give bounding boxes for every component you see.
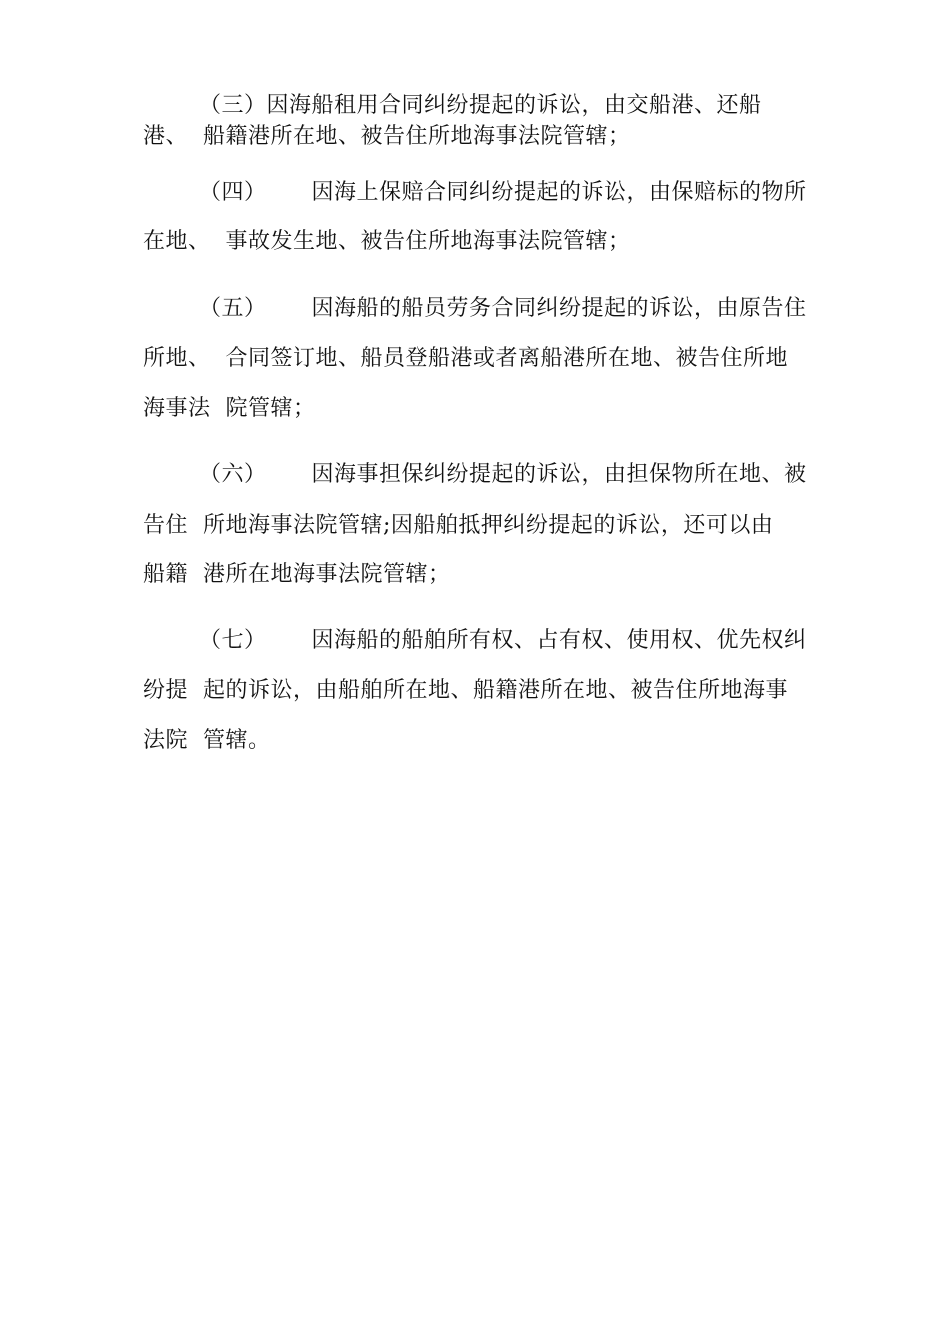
paragraph-6-line-2: 告住 所地海事法院管辖;因船舶抵押纠纷提起的诉讼，还可以由 [143,513,774,538]
paragraph-3-line-2: 港、 船籍港所在地、被告住所地海事法院管辖； [143,124,631,149]
paragraph-7-line-3: 法院 管辖。 [143,728,271,753]
paragraph-5-line-2: 所地、 合同签订地、船员登船港或者离船港所在地、被告住所地 [143,346,788,371]
paragraph-6-line-1: （六） 因海事担保纠纷提起的诉讼，由担保物所在地、被 [199,462,807,487]
paragraph-6-line-3: 船籍 港所在地海事法院管辖； [143,562,451,587]
paragraph-5-line-3: 海事法 院管辖； [143,396,316,421]
paragraph-4-line-1: （四） 因海上保赔合同纠纷提起的诉讼，由保赔标的物所 [199,180,807,205]
paragraph-4-line-2: 在地、 事故发生地、被告住所地海事法院管辖； [143,229,631,254]
paragraph-3-line-1: （三）因海船租用合同纠纷提起的诉讼，由交船港、还船 [199,93,762,118]
paragraph-7-line-2: 纷提 起的诉讼，由船舶所在地、船籍港所在地、被告住所地海事 [143,678,788,703]
paragraph-7-line-1: （七） 因海船的船舶所有权、占有权、使用权、优先权纠 [199,628,807,653]
paragraph-5-line-1: （五） 因海船的船员劳务合同纠纷提起的诉讼，由原告住 [199,296,807,321]
